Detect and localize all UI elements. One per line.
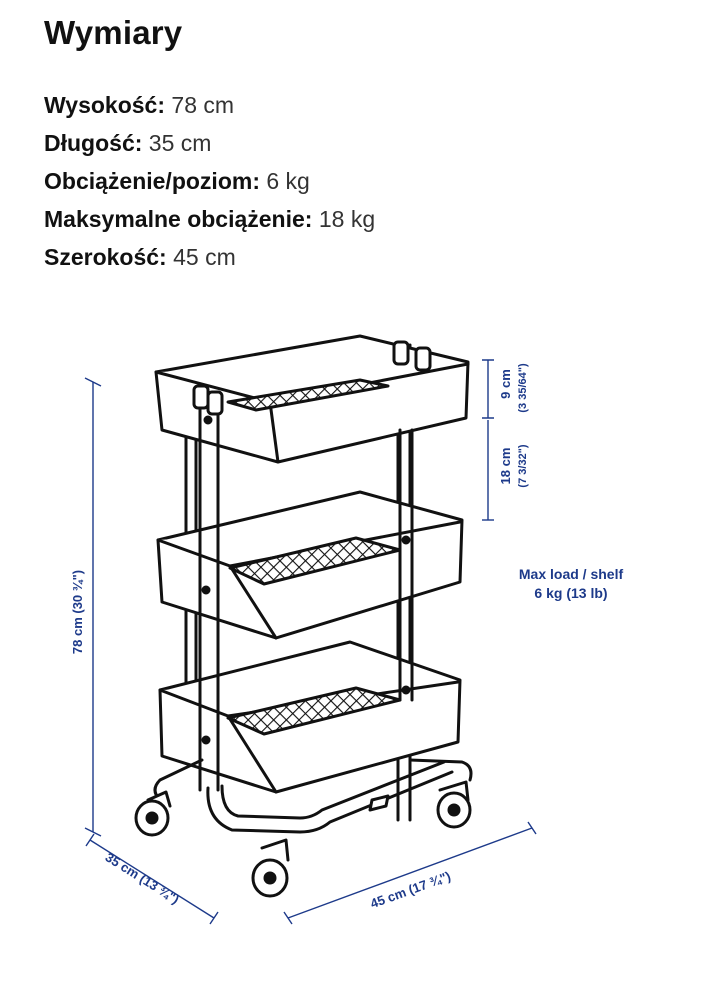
middle-basket [158, 492, 462, 638]
spec-label: Szerokość: [44, 244, 167, 270]
max-load-value: 6 kg (13 lb) [534, 585, 608, 601]
caster-front [253, 840, 288, 896]
height-label: 78 cm (30 ¾") [70, 569, 85, 655]
width-dimension-line [288, 828, 532, 918]
spec-value: 45 cm [173, 244, 236, 270]
bolt [205, 417, 211, 423]
spec-label: Obciążenie/poziom: [44, 168, 260, 194]
utility-cart-illustration [136, 336, 471, 896]
post-cap [194, 386, 208, 408]
spec-value: 6 kg [266, 168, 310, 194]
spec-label: Długość: [44, 130, 143, 156]
width-label: 45 cm (17 ¾") [368, 868, 453, 912]
spec-label: Maksymalne obciążenie: [44, 206, 313, 232]
post-cap [416, 348, 430, 370]
basket-depth-cm-label: 9 cm [498, 369, 513, 399]
caster-left [136, 792, 170, 835]
shelf-gap-in-label: (7 3/32") [517, 444, 529, 488]
spec-value: 35 cm [148, 130, 212, 156]
bolt [403, 537, 409, 543]
bolt [203, 737, 209, 743]
page-title: Wymiary [44, 14, 183, 51]
basket-depth-in-label: (3 35/64") [517, 363, 529, 413]
spec-value: 18 kg [318, 206, 376, 232]
post-cap [394, 342, 408, 364]
bolt [403, 687, 409, 693]
spec-value: 78 cm [171, 92, 235, 118]
depth-label: 35 cm (13 ¾") [102, 849, 183, 907]
spec-label: Wysokość: [44, 92, 166, 118]
bottom-basket [160, 642, 460, 792]
post-cap [208, 392, 222, 414]
caster-right [438, 782, 470, 827]
max-load-title: Max load / shelf [518, 566, 624, 582]
shelf-gap-cm-label: 18 cm [498, 447, 513, 485]
bolt [203, 587, 209, 593]
